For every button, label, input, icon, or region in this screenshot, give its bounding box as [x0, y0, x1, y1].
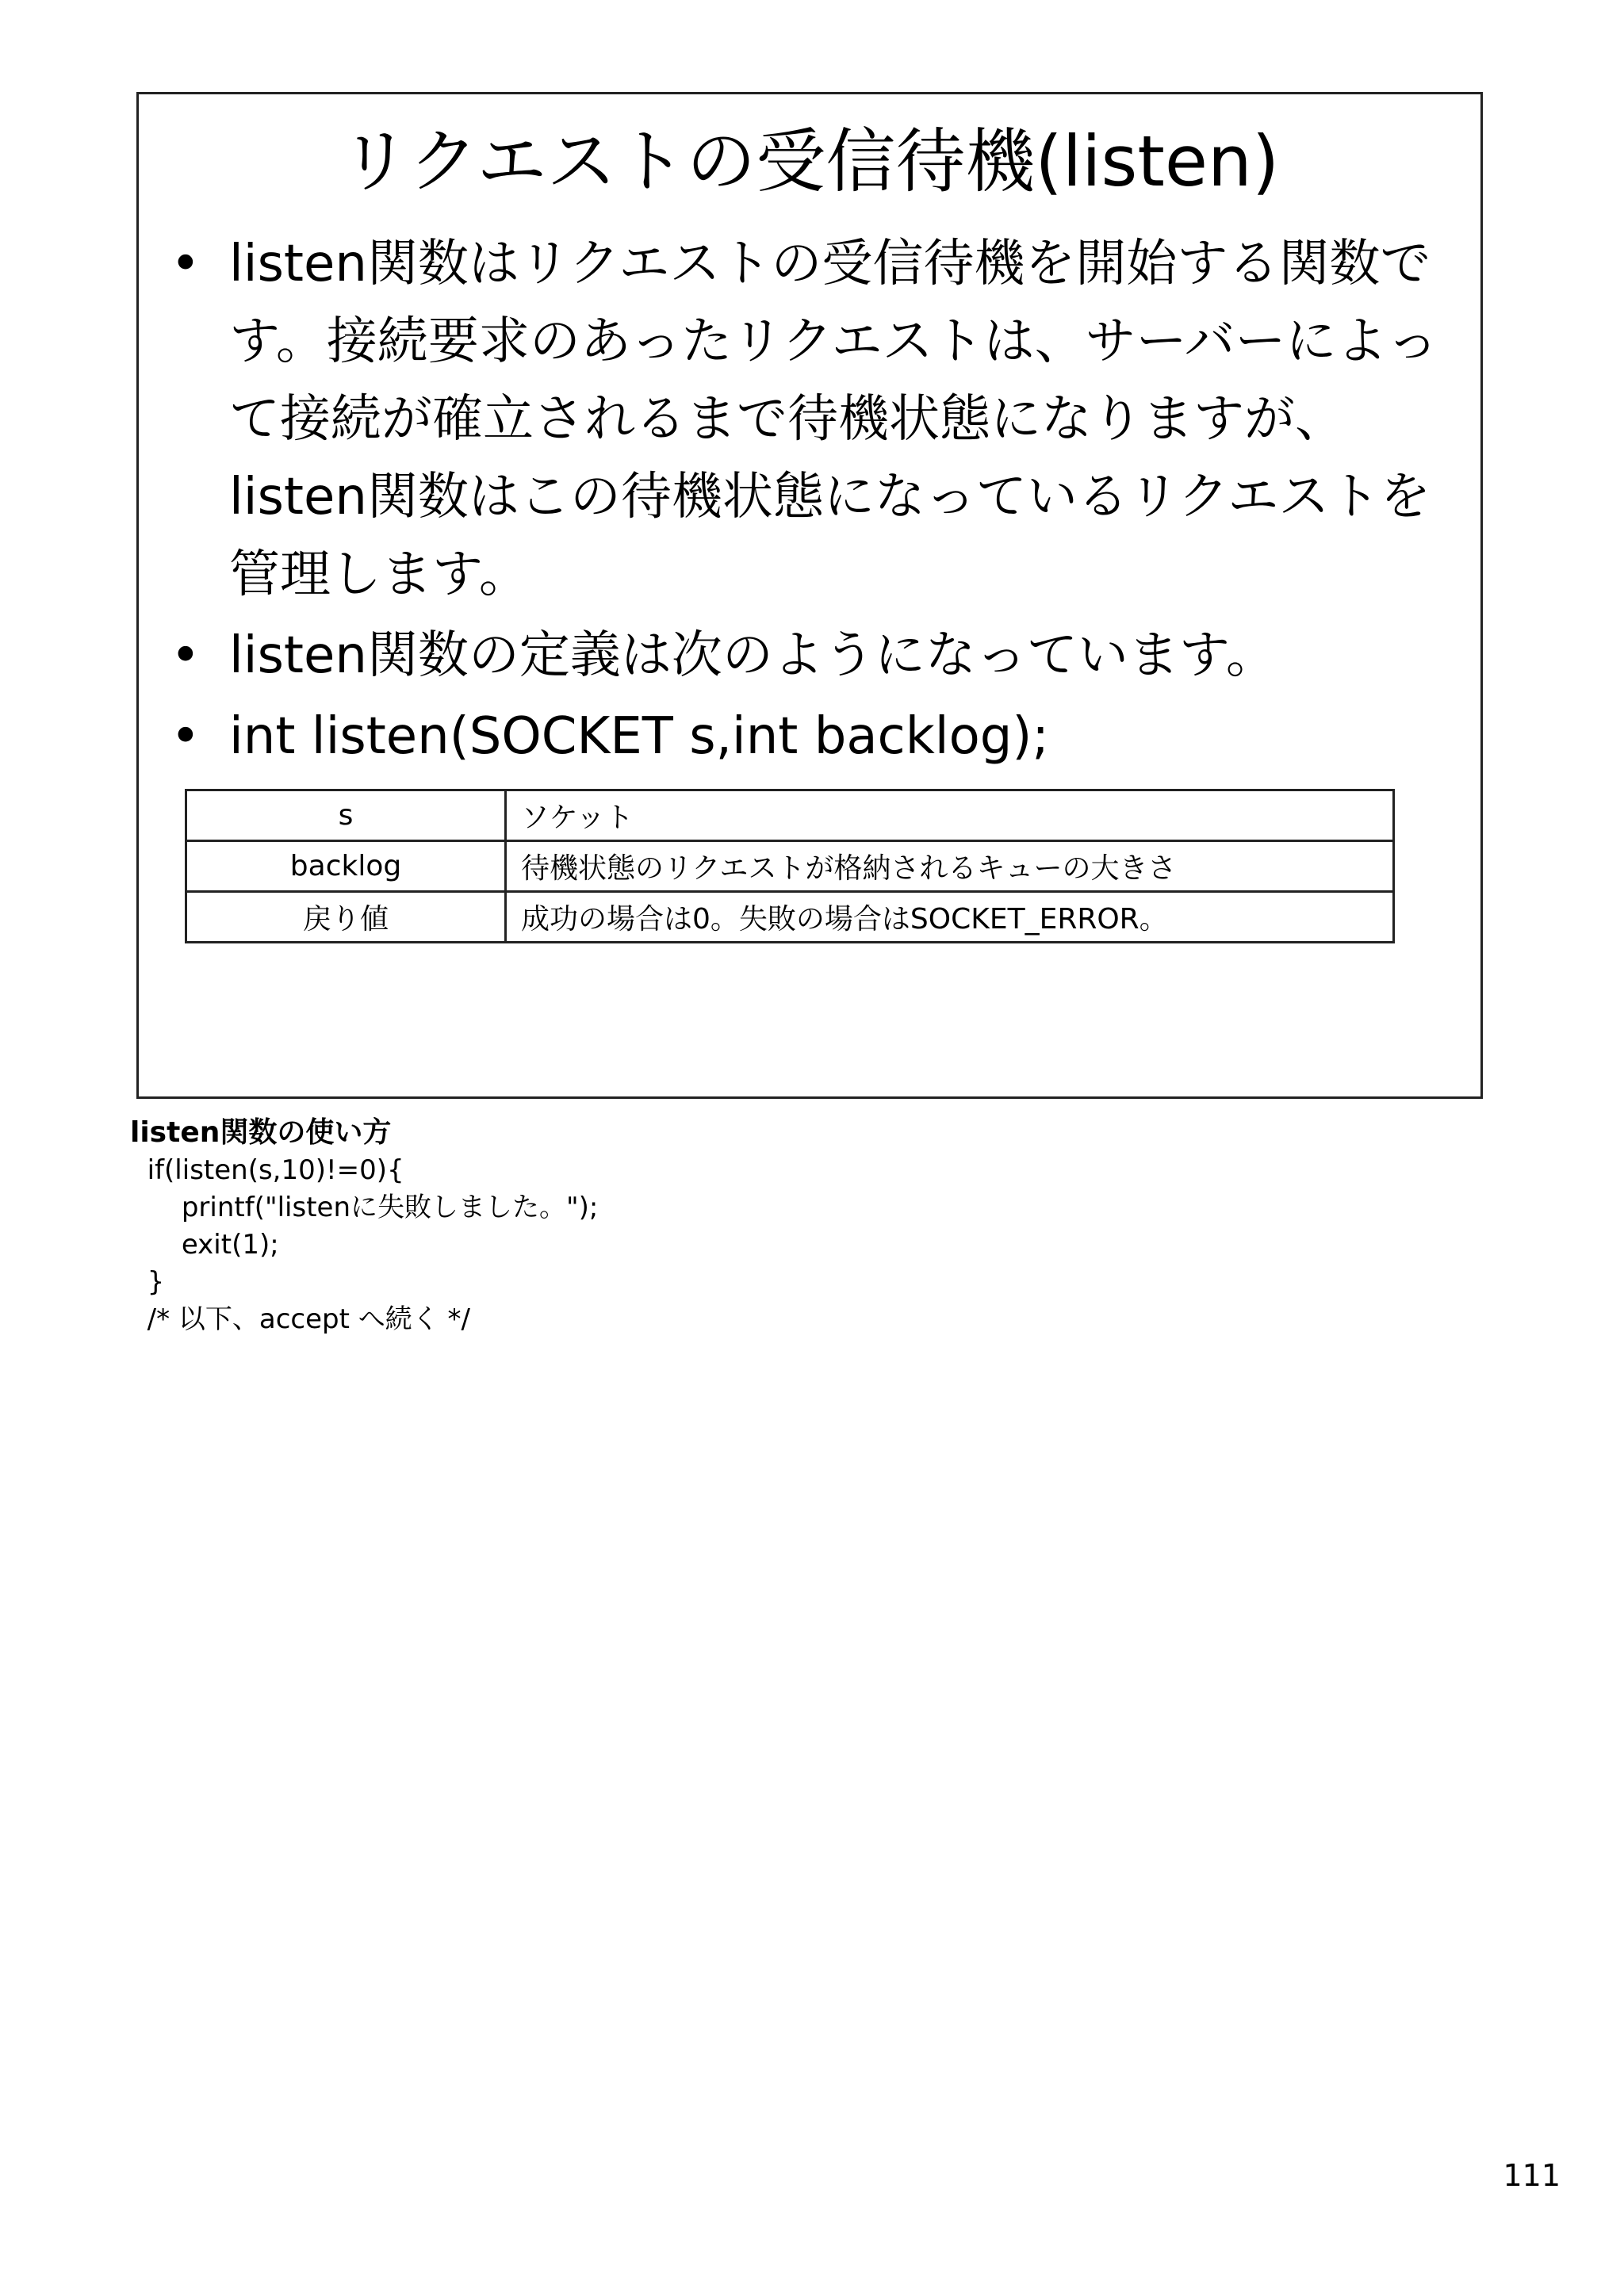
bullet-list	[163, 225, 1463, 779]
usage-title: listen関数の使い方	[130, 1116, 392, 1149]
table-row	[186, 841, 1394, 892]
param-desc-cell: ソケット	[506, 790, 1394, 841]
bullet-dot-icon: •	[170, 626, 201, 685]
bullet-dot-icon: •	[170, 235, 201, 293]
param-desc-cell: 待機状態のリクエストが格納されるキューの大きさ	[506, 841, 1394, 892]
bullet-item	[163, 617, 1463, 695]
bullet-text: int listen(SOCKET s,int backlog);	[229, 707, 1049, 766]
bullet-text: listen関数の定義は次のようになっています。	[229, 626, 1277, 685]
param-name-cell: s	[186, 790, 506, 841]
bullet-item	[163, 225, 1463, 614]
param-desc-cell: 成功の場合は0。失敗の場合はSOCKET_ERROR。	[506, 892, 1394, 943]
table-row	[186, 892, 1394, 943]
param-name-cell: 戻り値	[186, 892, 506, 943]
code-line: /* 以下、accept へ続く */	[130, 1303, 471, 1335]
slide-frame	[136, 92, 1483, 1099]
table-row	[186, 790, 1394, 841]
code-line: if(listen(s,10)!=0){	[130, 1154, 404, 1186]
page-number: 111	[1503, 2158, 1561, 2193]
param-name-cell: backlog	[186, 841, 506, 892]
usage-notes	[130, 1114, 598, 1338]
bullet-item	[163, 698, 1463, 775]
bullet-dot-icon: •	[170, 707, 201, 766]
code-line: printf("listenに失敗しました。");	[130, 1192, 599, 1223]
code-line: exit(1);	[130, 1229, 279, 1261]
bullet-text: listen関数はリクエストの受信待機を開始する関数です。接続要求のあったリクエストは、サーバーによって接続が確立されるまで待機状態になりますが、listen関数はこの待機状態になっているリクエストを管理します。	[229, 235, 1438, 604]
slide-title: リクエストの受信待機(listen)	[339, 121, 1280, 202]
parameter-table	[185, 789, 1395, 943]
code-line: }	[130, 1266, 165, 1298]
